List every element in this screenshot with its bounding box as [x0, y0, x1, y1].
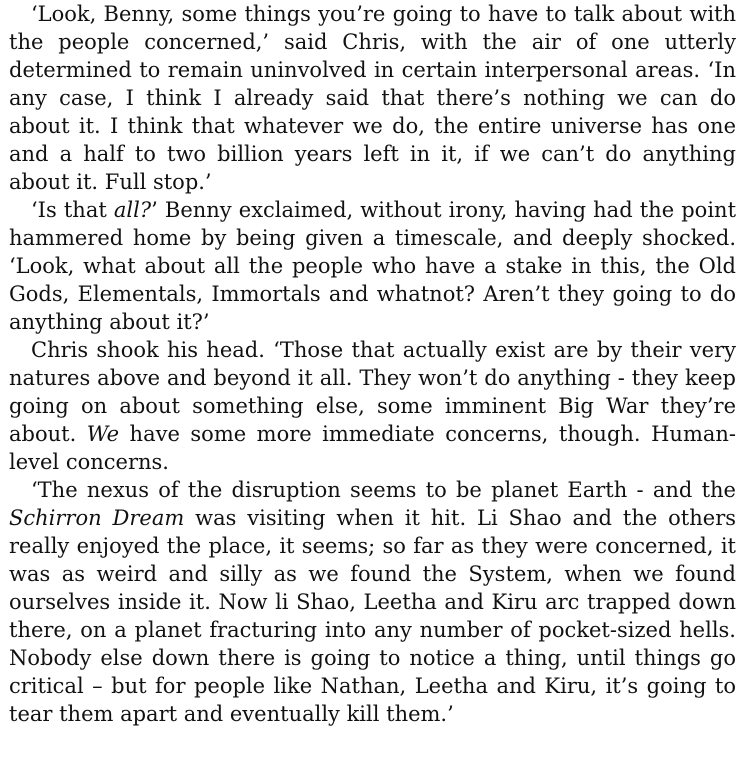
paragraph-text: ‘The nexus of the disruption seems to be planet Earth - and the	[31, 478, 736, 502]
paragraph-text: ’ Benny exclaimed, without irony, having had the point hammered home by being given a timescale, and deeply shocked. ‘Look, what about all the people who have a stake in this, the Old Gods, Elementals, Immortals and whatnot? Aren’t they going to do anything about it?’	[9, 198, 737, 334]
italic-emphasis: We	[86, 422, 120, 446]
ship-name-italic: Schirron Dream	[9, 506, 185, 530]
paragraph-1	[9, 0, 736, 196]
paragraph-text: ‘Look, Benny, some things you’re going to have to talk about with the people concerned,’ said Chris, with the air of one utterly determined to remain uninvolved in certain interpersonal areas. ‘In any case, I think I already said that there’s nothing we can do about it. I think that whatever we do, the entire universe has one and a half to two billion years left in it, if we can’t do anything about it. Full stop.’	[9, 2, 736, 194]
paragraph-3	[9, 336, 736, 476]
paragraph-text: Chris shook his head. ‘Those that actually exist are by their very natures above and beyond it all. They won’t do anything - they keep going on about something else, some imminent Big War they’re about.	[9, 338, 736, 446]
paragraph-2	[9, 196, 736, 336]
italic-emphasis: all?	[113, 198, 152, 222]
paragraph-4	[9, 476, 736, 728]
paragraph-text: have some more immediate concerns, though. Human-level concerns.	[9, 422, 736, 474]
paragraph-text: was visiting when it hit. Li Shao and the others really enjoyed the place, it seems; so far as they were concerned, it was as weird and silly as we found the System, when we found ourselves inside it. Now li Shao, Leetha and Kiru arc trapped down there, on a planet fracturing into any number of pocket-sized hells. Nobody else down there is going to notice a thing, until things go critical – but for people like Nathan, Leetha and Kiru, it’s going to tear them apart and eventually kill them.’	[9, 506, 737, 726]
paragraph-text: ‘Is that	[31, 198, 114, 222]
